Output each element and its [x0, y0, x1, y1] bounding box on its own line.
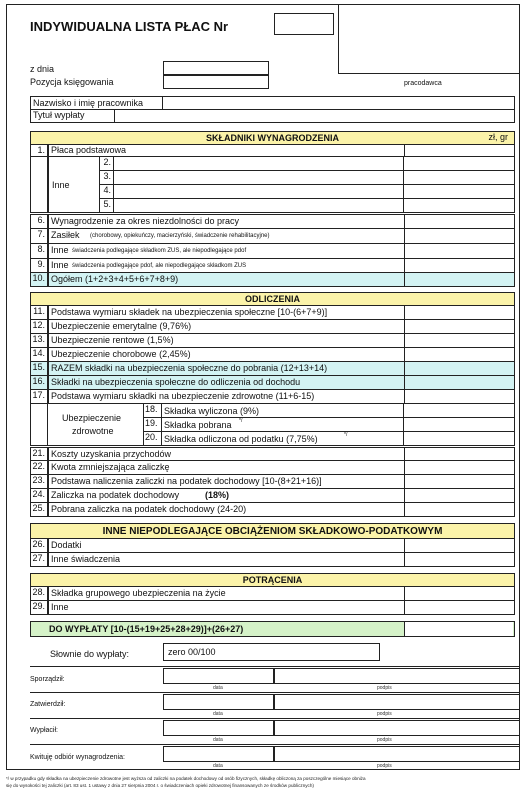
sig-sporzadzil-label: Sporządził:: [30, 676, 65, 683]
row-28-num: 28.: [30, 587, 48, 601]
sig-kwituje-data-caption: data: [213, 763, 223, 769]
row-19-label: Składka pobrana: [164, 420, 232, 430]
row-1-num: 1.: [30, 145, 48, 157]
row-21: [48, 447, 515, 461]
row-16-num: 16.: [30, 376, 48, 390]
row-21-label: Koszty uzyskania przychodów: [51, 449, 172, 459]
payout-row: [30, 621, 515, 637]
row-16: [48, 376, 515, 390]
inne-2-num: 2.: [100, 157, 114, 171]
row-22: [48, 461, 515, 475]
row-14-label: Ubezpieczenie chorobowe (2,45%): [51, 349, 191, 359]
inne-group: [48, 157, 100, 213]
in-words-label: Słownie do wypłaty:: [50, 649, 130, 659]
row-14-num: 14.: [30, 348, 48, 362]
row-29-label: Inne: [51, 602, 69, 612]
in-words-value: zero 00/100: [168, 647, 216, 657]
section-odliczenia-header: ODLICZENIA: [30, 292, 515, 306]
row-20: [162, 432, 515, 446]
row-6: [48, 214, 515, 229]
row-27-num: 27.: [30, 553, 48, 567]
inne-num-col: [30, 157, 48, 213]
row-15: [48, 362, 515, 376]
employer-stamp-field[interactable]: [338, 4, 520, 74]
sig-sporzadzil-data-caption: data: [213, 685, 223, 691]
row-11-num: 11.: [30, 306, 48, 320]
posting-label: Pozycja księgowania: [30, 77, 114, 87]
footnote-line-2: się do wysokości tej zaliczki (art. 83 ust. 1 ustawy z dnia 27 sierpnia 2004 r. o świadczeniach opieki zdrowotnej finansowanych ze środków publicznych): [6, 783, 314, 788]
row-13-label: Ubezpieczenie rentowe (1,5%): [51, 335, 174, 345]
row-6-label: Wynagrodzenie za okres niezdolności do pracy: [51, 216, 240, 226]
employer-caption: pracodawca: [404, 80, 442, 87]
sig-kwituje-sign[interactable]: [274, 746, 520, 762]
row-26: [48, 539, 515, 553]
row-17: [48, 390, 515, 404]
row-8-label: Inne: [51, 245, 69, 255]
sig-zatwierdzil-date[interactable]: [163, 694, 274, 710]
row-10-num: 10.: [30, 273, 48, 287]
employee-name-row: [30, 96, 515, 110]
row-9-label: Inne: [51, 260, 69, 270]
row-22-label: Kwota zmniejszająca zaliczkę: [51, 462, 170, 472]
row-12-label: Ubezpieczenie emerytalne (9,76%): [51, 321, 192, 331]
row-23-label: Podstawa naliczenia zaliczki na podatek dochodowy [10-(8+21+16)]: [51, 476, 322, 486]
row-27-label: Inne świadczenia: [51, 554, 121, 564]
zdrowotne-label-1: Ubezpieczenie: [62, 413, 122, 423]
row-8-num: 8.: [30, 244, 48, 259]
zdrowotne-num-col: [30, 404, 48, 446]
row-10: [48, 273, 515, 287]
currency-label: zł, gr: [488, 132, 508, 142]
row-17-label: Podstawa wymiaru składki na ubezpieczenie zdrowotne (11+6-15): [51, 391, 315, 401]
row-19-sup: */: [239, 418, 243, 424]
sig-sporzadzil-sign[interactable]: [274, 668, 520, 684]
row-18-num: 18.: [144, 404, 162, 418]
zdrowotne-group: [48, 404, 144, 446]
row-8-note: świadczenia podlegające składkom ZUS, ale niepodlegające pdof: [72, 248, 247, 254]
employee-name-label: Nazwisko i imię pracownika: [33, 98, 144, 108]
row-11-label: Podstawa wymiaru składek na ubezpieczenia społeczne [10-(6+7+9)]: [51, 307, 328, 317]
row-28: [48, 587, 515, 601]
row-14: [48, 348, 515, 362]
row-7-label: Zasiłek: [51, 230, 80, 240]
date-label: z dnia: [30, 64, 55, 74]
row-9-note: świadczenia podlegające pdof, ale niepodlegające składkom ZUS: [72, 263, 247, 269]
inne-4-field[interactable]: [114, 185, 515, 199]
row-24: [48, 489, 515, 503]
row-13: [48, 334, 515, 348]
row-8: [48, 244, 515, 259]
sig-kwituje-label: Kwituję odbiór wynagrodzenia:: [30, 754, 125, 761]
row-24-num: 24.: [30, 489, 48, 503]
sig-wyplacil-date[interactable]: [163, 720, 274, 736]
row-9-num: 9.: [30, 259, 48, 273]
row-21-num: 21.: [30, 447, 48, 461]
row-15-num: 15.: [30, 362, 48, 376]
row-13-num: 13.: [30, 334, 48, 348]
row-18: [162, 404, 515, 418]
list-number-field[interactable]: [274, 13, 334, 35]
row-22-num: 22.: [30, 461, 48, 475]
sig-zatwierdzil-data-caption: data: [213, 711, 223, 717]
section-skladniki-title: SKŁADNIKI WYNAGRODZENIA: [206, 133, 339, 143]
footnote-line-1: */ w przypadku gdy składka na ubezpieczenie zdrowotne jest wyższa od zaliczki na podatek dochodowy od osób fizycznych, składkę obliczoną za poszczególne miesiące obniża: [6, 776, 366, 781]
sig-kwituje-podpis-caption: podpis: [377, 763, 392, 769]
employee-name-field[interactable]: [163, 97, 513, 109]
sig-zatwierdzil-label: Zatwierdził:: [30, 701, 66, 708]
row-20-label: Składka odliczona od podatku (7,75%): [164, 434, 318, 444]
payout-amount-field[interactable]: [405, 622, 513, 636]
inne-3-num: 3.: [100, 171, 114, 185]
section-inne-header: INNE NIEPODLEGAJĄCE OBCIĄŻENIOM SKŁADKOWO-PODATKOWYM: [30, 523, 515, 539]
row-27: [48, 553, 515, 567]
row-28-label: Składka grupowego ubezpieczenia na życie: [51, 588, 226, 598]
section-skladniki-header: [30, 131, 515, 145]
date-field[interactable]: [163, 61, 269, 75]
inne-5-num: 5.: [100, 199, 114, 213]
row-10-label: Ogółem (1+2+3+4+5+6+7+8+9): [51, 274, 179, 284]
row-15-label: RAZEM składki na ubezpieczenia społeczne do pobrania (12+13+14): [51, 363, 328, 373]
inne-2-field[interactable]: [114, 157, 515, 171]
sig-zatwierdzil-podpis-caption: podpis: [377, 711, 392, 717]
row-12: [48, 320, 515, 334]
row-18-label: Składka wyliczona (9%): [164, 406, 260, 416]
row-6-num: 6.: [30, 214, 48, 229]
sig-wyplacil-data-caption: data: [213, 737, 223, 743]
row-29-num: 29.: [30, 601, 48, 615]
row-26-label: Dodatki: [51, 540, 82, 550]
row-24-rate: (18%): [205, 490, 230, 500]
sig-sporzadzil-podpis-caption: podpis: [377, 685, 392, 691]
row-11: [48, 306, 515, 320]
in-words-field[interactable]: [163, 643, 380, 661]
form-title: INDYWIDUALNA LISTA PŁAC Nr: [30, 19, 229, 34]
payment-title-row: [30, 110, 515, 123]
row-7-num: 7.: [30, 229, 48, 244]
row-7-note: (chorobowy, opiekuńczy, macierzyński, świadczenie rehabilitacyjne): [90, 233, 270, 239]
row-20-num: 20.: [144, 432, 162, 446]
row-23-num: 23.: [30, 475, 48, 489]
sig-sporzadzil-date[interactable]: [163, 668, 274, 684]
section-potracenia-header: POTRĄCENIA: [30, 573, 515, 587]
sig-wyplacil-sign[interactable]: [274, 720, 520, 736]
inne-3-field[interactable]: [114, 171, 515, 185]
payment-title-label: Tytuł wypłaty: [33, 110, 85, 120]
row-23: [48, 475, 515, 489]
sig-kwituje-date[interactable]: [163, 746, 274, 762]
row-19-num: 19.: [144, 418, 162, 432]
sig-wyplacil-label: Wypłacił:: [30, 727, 58, 734]
row-25: [48, 503, 515, 517]
row-25-num: 25.: [30, 503, 48, 517]
row-1-label: Płaca podstawowa: [51, 145, 127, 155]
inne-4-num: 4.: [100, 185, 114, 199]
row-25-label: Pobrana zaliczka na podatek dochodowy (24-20): [51, 504, 247, 514]
row-1: [48, 145, 515, 157]
posting-field[interactable]: [163, 75, 269, 89]
sig-zatwierdzil-sign[interactable]: [274, 694, 520, 710]
zdrowotne-label-2: zdrowotne: [72, 426, 114, 436]
inne-label: Inne: [52, 180, 70, 190]
row-20-sup: */: [344, 432, 348, 438]
sig-wyplacil-podpis-caption: podpis: [377, 737, 392, 743]
row-16-label: Składki na ubezpieczenia społeczne do odliczenia od dochodu: [51, 377, 301, 387]
row-7: [48, 229, 515, 244]
row-19: [162, 418, 515, 432]
inne-5-field[interactable]: [114, 199, 515, 213]
payout-label: DO WYPŁATY [10-(15+19+25+28+29)]+(26+27): [49, 624, 244, 634]
row-9: [48, 259, 515, 273]
payment-title-field[interactable]: [115, 110, 513, 122]
row-12-num: 12.: [30, 320, 48, 334]
row-24-label: Zaliczka na podatek dochodowy: [51, 490, 180, 500]
row-26-num: 26.: [30, 539, 48, 553]
row-17-num: 17.: [30, 390, 48, 404]
row-29: [48, 601, 515, 615]
